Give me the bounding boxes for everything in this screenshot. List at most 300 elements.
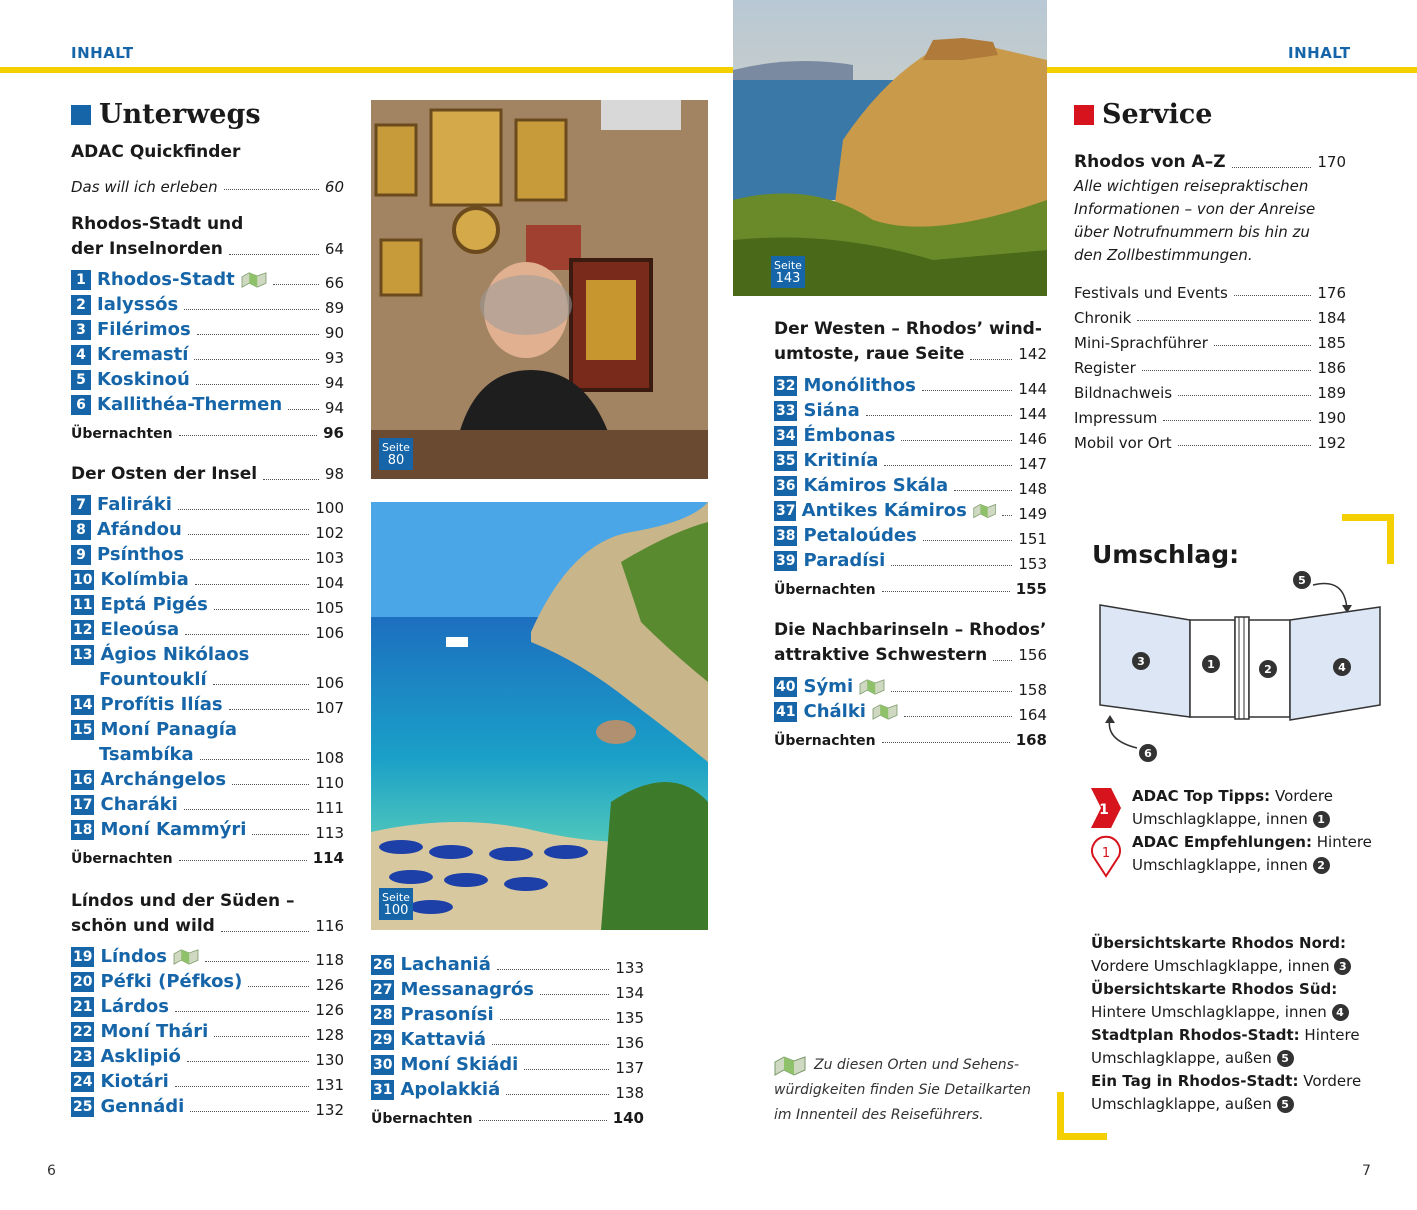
page-number-right: 7 xyxy=(1362,1163,1371,1179)
section-lindos xyxy=(71,889,344,1119)
page-number: 156 xyxy=(1018,646,1047,664)
page-number: 132 xyxy=(315,1101,344,1119)
toc-entry-service[interactable] xyxy=(1074,427,1346,452)
num-circle: 2 xyxy=(1313,857,1330,874)
leader-dots xyxy=(273,284,319,285)
leader-dots xyxy=(1214,345,1311,346)
badge-label: Seite xyxy=(382,441,410,454)
place-name: Filérimos xyxy=(97,319,191,340)
toc-entry-overnight[interactable] xyxy=(371,1102,644,1127)
place-number: 37 xyxy=(776,502,796,519)
header-rule-right xyxy=(1047,67,1417,73)
page-number: 176 xyxy=(1317,284,1346,302)
leader-dots xyxy=(213,684,310,685)
toc-entry-place[interactable] xyxy=(774,373,1047,398)
badge-page: 143 xyxy=(775,271,801,286)
place-number: 21 xyxy=(73,998,93,1015)
place-number: 26 xyxy=(373,956,393,973)
toc-entry-place[interactable] xyxy=(71,617,344,642)
quickfinder-title: ADAC Quickfinder xyxy=(71,142,241,162)
page-number: 60 xyxy=(324,178,344,196)
place-name: Fountouklí xyxy=(99,669,207,690)
toc-entry-service[interactable] xyxy=(1074,277,1346,302)
place-number: 18 xyxy=(73,821,93,838)
leader-dots xyxy=(190,1111,309,1112)
toc-entry-place[interactable] xyxy=(71,592,344,617)
page-number: 105 xyxy=(315,599,344,617)
a-z-description xyxy=(1074,175,1346,267)
toc-entry-service[interactable] xyxy=(1074,302,1346,327)
toc-entry-place-continued[interactable] xyxy=(71,667,344,692)
page-number: 103 xyxy=(315,549,344,567)
section-title-line2[interactable] xyxy=(774,643,1047,668)
detail-map-icon xyxy=(173,949,199,965)
legend-text: Umschlagklappe, innen xyxy=(1132,856,1308,874)
page-number: 189 xyxy=(1317,384,1346,402)
toc-entry-place[interactable] xyxy=(71,792,344,817)
num-circle: 4 xyxy=(1332,1004,1349,1021)
yellow-corner-bottom xyxy=(1057,1092,1107,1140)
toc-entry-place[interactable] xyxy=(371,1077,644,1102)
cover-fold-diagram xyxy=(1095,565,1390,765)
place-number: 23 xyxy=(73,1048,93,1065)
place-number: 27 xyxy=(373,981,393,998)
toc-entry-place[interactable] xyxy=(774,523,1047,548)
leader-dots xyxy=(196,384,319,385)
place-name: Kámiros Skála xyxy=(803,475,949,496)
place-number: 11 xyxy=(73,596,93,613)
toc-entry-place[interactable] xyxy=(71,994,344,1019)
toc-entry-overnight[interactable] xyxy=(774,573,1047,598)
page-number: 118 xyxy=(315,951,344,969)
page-number: 158 xyxy=(1018,681,1047,699)
section-title-service xyxy=(1074,99,1212,130)
toc-entry-place[interactable] xyxy=(71,567,344,592)
place-number: 32 xyxy=(776,377,796,394)
section-title-line2[interactable] xyxy=(71,237,344,262)
entry-label: Rhodos von A–Z xyxy=(1074,152,1226,172)
marker-num: 1 xyxy=(1099,802,1109,818)
page-number: 138 xyxy=(615,1084,644,1102)
toc-entry-place[interactable] xyxy=(371,977,644,1002)
leader-dots xyxy=(229,254,319,255)
place-number: 8 xyxy=(71,520,91,540)
toc-entry-place[interactable] xyxy=(71,1019,344,1044)
place-name: Paradísi xyxy=(803,550,886,571)
leader-dots xyxy=(197,334,319,335)
photo-icon-painter xyxy=(371,100,708,479)
service-title-text: Service xyxy=(1102,99,1213,130)
map-note xyxy=(774,1053,1034,1128)
toc-entry-place[interactable] xyxy=(71,492,344,517)
place-number: 31 xyxy=(373,1081,393,1098)
toc-entry-place[interactable] xyxy=(71,292,344,317)
page-number: 106 xyxy=(315,624,344,642)
toc-entry-place[interactable] xyxy=(774,548,1047,573)
section-nachbarinseln xyxy=(774,618,1047,749)
place-name: Siána xyxy=(803,400,860,421)
marker-num: 1 xyxy=(1101,846,1111,861)
place-name: Sými xyxy=(803,676,854,697)
toc-entry-quickfinder[interactable] xyxy=(71,171,344,196)
section-title-text: umtoste, raue Seite xyxy=(774,344,965,364)
place-number: 36 xyxy=(776,477,796,494)
place-name: Ialyssós xyxy=(97,294,179,315)
place-number: 25 xyxy=(73,1098,93,1115)
place-list xyxy=(71,492,344,842)
place-number: 3 xyxy=(71,320,91,340)
page-number: 98 xyxy=(324,465,344,483)
num-circle: 1 xyxy=(1313,811,1330,828)
place-number: 7 xyxy=(71,495,91,515)
toc-entry-place[interactable] xyxy=(71,969,344,994)
leader-dots xyxy=(866,415,1013,416)
leader-dots xyxy=(214,609,310,610)
place-name: Gennádi xyxy=(100,1096,185,1117)
page-number: 153 xyxy=(1018,555,1047,573)
section-title[interactable] xyxy=(71,462,344,487)
place-number: 24 xyxy=(73,1073,93,1090)
toc-entry-place[interactable] xyxy=(774,398,1047,423)
page-number: 89 xyxy=(324,299,344,317)
place-name: Kattaviá xyxy=(400,1029,486,1050)
place-name: Messanagrós xyxy=(400,979,534,1000)
place-list xyxy=(774,674,1047,724)
leader-dots xyxy=(1002,515,1012,516)
section-title-line1: Rhodos-Stadt und xyxy=(71,214,244,234)
place-number: 33 xyxy=(776,402,796,419)
leader-dots xyxy=(179,435,318,436)
page-ref-badge xyxy=(771,256,805,288)
toc-entry-service[interactable] xyxy=(1074,327,1346,352)
toc-entry-overnight[interactable] xyxy=(774,724,1047,749)
badge-page: 100 xyxy=(383,903,409,918)
entry-label: Impressum xyxy=(1074,409,1158,427)
place-name: Koskinoú xyxy=(97,369,190,390)
leader-dots xyxy=(185,634,309,635)
place-name: Asklipió xyxy=(100,1046,181,1067)
detail-map-icon xyxy=(774,1056,806,1076)
leader-dots xyxy=(232,784,309,785)
toc-entry-a-z[interactable] xyxy=(1074,150,1346,175)
place-name: Moní Skiádi xyxy=(400,1054,519,1075)
place-name: Archángelos xyxy=(100,769,227,790)
toc-entry-place[interactable] xyxy=(371,1027,644,1052)
section-title-line2[interactable] xyxy=(71,914,344,939)
place-number: 19 xyxy=(73,948,93,965)
toc-entry-place[interactable] xyxy=(71,517,344,542)
toc-entry-place[interactable] xyxy=(71,542,344,567)
toc-entry-place-continued[interactable] xyxy=(71,742,344,767)
leader-dots xyxy=(175,1011,309,1012)
desc-line: den Zollbestimmungen. xyxy=(1074,246,1253,264)
toc-entry-place[interactable] xyxy=(71,392,344,417)
leader-dots xyxy=(923,540,1013,541)
place-name: Rhodos-Stadt xyxy=(97,269,235,290)
toc-entry-place[interactable] xyxy=(71,767,344,792)
page-number: 116 xyxy=(315,917,344,935)
place-name: Psínthos xyxy=(97,544,185,565)
leader-dots xyxy=(882,742,1010,743)
toc-entry-place[interactable] xyxy=(71,642,344,667)
page-number: 192 xyxy=(1317,434,1346,452)
page-number: 146 xyxy=(1018,430,1047,448)
page-number: 137 xyxy=(615,1059,644,1077)
toc-entry-service[interactable] xyxy=(1074,377,1346,402)
place-name: Profítis Ilías xyxy=(100,694,223,715)
leader-dots xyxy=(904,716,1012,717)
toc-entry-service[interactable] xyxy=(1074,352,1346,377)
place-name: Moní Thári xyxy=(100,1021,209,1042)
legend-label: Übersichtskarte Rhodos Nord: xyxy=(1091,934,1347,952)
place-name: Émbonas xyxy=(803,425,896,446)
map-note-line3: im Innenteil des Reiseführers. xyxy=(774,1107,984,1123)
page-number: 140 xyxy=(612,1109,644,1127)
toc-entry-place[interactable] xyxy=(71,1094,344,1119)
toc-entry-place[interactable] xyxy=(71,944,344,969)
toc-entry-place[interactable] xyxy=(71,692,344,717)
detail-map-icon xyxy=(859,679,885,695)
place-number: 17 xyxy=(73,796,93,813)
leader-dots xyxy=(1142,370,1312,371)
toc-entry-service[interactable] xyxy=(1074,402,1346,427)
toc-entry-place[interactable] xyxy=(774,448,1047,473)
page-number: 114 xyxy=(312,849,344,867)
leader-dots xyxy=(184,309,319,310)
place-number: 9 xyxy=(71,545,91,565)
page-number: 151 xyxy=(1018,530,1047,548)
page-number: 104 xyxy=(315,574,344,592)
castle-illustration xyxy=(733,0,1047,296)
place-list xyxy=(71,267,344,417)
leader-dots xyxy=(1234,295,1312,296)
leader-dots xyxy=(884,465,1012,466)
place-number: 28 xyxy=(373,1006,393,1023)
place-name: Monólithos xyxy=(803,375,916,396)
leader-dots xyxy=(179,860,307,861)
toc-entry-place[interactable] xyxy=(71,717,344,742)
place-list xyxy=(774,373,1047,573)
toc-entry-place[interactable] xyxy=(774,498,1047,523)
toc-column-3 xyxy=(774,317,1047,749)
leader-dots xyxy=(479,1120,607,1121)
diagram-num: 4 xyxy=(1338,661,1346,674)
leader-dots xyxy=(1178,445,1312,446)
legend-text: Umschlagklappe, außen xyxy=(1091,1049,1272,1067)
leader-dots xyxy=(993,660,1012,661)
page-number: 133 xyxy=(615,959,644,977)
place-name: Lárdos xyxy=(100,996,169,1017)
section-title-text: Der Osten der Insel xyxy=(71,464,258,484)
leader-dots xyxy=(190,559,309,560)
detail-map-icon xyxy=(973,503,997,519)
place-name: Kolímbia xyxy=(100,569,189,590)
toc-entry-place[interactable] xyxy=(774,423,1047,448)
leader-dots xyxy=(205,961,309,962)
leader-dots xyxy=(1178,395,1311,396)
bay-illustration xyxy=(371,502,708,930)
place-name: Péfki (Péfkos) xyxy=(100,971,243,992)
toc-entry-overnight[interactable] xyxy=(71,417,344,442)
section-title-unterwegs xyxy=(71,99,261,130)
place-name: Afándou xyxy=(97,519,182,540)
leader-dots xyxy=(492,1044,609,1045)
leader-dots xyxy=(195,584,310,585)
leader-dots xyxy=(224,189,319,190)
toc-entry-place[interactable] xyxy=(71,1069,344,1094)
page-number: 108 xyxy=(315,749,344,767)
place-name: Eptá Pigés xyxy=(100,594,208,615)
leader-dots xyxy=(891,565,1012,566)
place-number: 34 xyxy=(776,427,796,444)
spine xyxy=(1235,617,1249,719)
leader-dots xyxy=(1163,420,1311,421)
entry-label: Bildnachweis xyxy=(1074,384,1173,402)
toc-entry-place[interactable] xyxy=(71,317,344,342)
section-rhodos-stadt xyxy=(71,212,344,442)
leader-dots xyxy=(194,359,318,360)
place-list xyxy=(371,952,644,1102)
leader-dots xyxy=(188,534,310,535)
desc-line: über Notrufnummern bis hin zu xyxy=(1074,223,1310,241)
leader-dots xyxy=(187,1061,309,1062)
legend-text: Umschlagklappe, außen xyxy=(1091,1095,1272,1113)
toc-entry-place[interactable] xyxy=(371,1052,644,1077)
place-list xyxy=(71,944,344,1119)
toc-entry-place[interactable] xyxy=(774,473,1047,498)
place-number: 35 xyxy=(776,452,796,469)
leader-dots xyxy=(221,931,310,932)
legend-text: Vordere xyxy=(1274,787,1333,805)
leader-dots xyxy=(200,759,310,760)
place-name: Chálki xyxy=(803,701,866,722)
place-number: 1 xyxy=(71,270,91,290)
toc-entry-place[interactable] xyxy=(774,674,1047,699)
place-name: Moní Kammýri xyxy=(100,819,247,840)
toc-entry-place[interactable] xyxy=(71,342,344,367)
place-number: 22 xyxy=(73,1023,93,1040)
badge-label: Seite xyxy=(382,891,410,904)
page-number: 136 xyxy=(615,1034,644,1052)
entry-label: Chronik xyxy=(1074,309,1132,327)
section-title-line1: Die Nachbarinseln – Rhodos’ xyxy=(774,620,1047,640)
legend-label: Ein Tag in Rhodos-Stadt: xyxy=(1091,1072,1299,1090)
page-ref-badge xyxy=(379,438,413,470)
page-number: 186 xyxy=(1317,359,1346,377)
page-number: 135 xyxy=(615,1009,644,1027)
yellow-corner-top xyxy=(1342,514,1394,564)
place-number: 2 xyxy=(71,295,91,315)
top-tip-marker-icon xyxy=(1089,786,1123,832)
leader-dots xyxy=(882,591,1010,592)
leader-dots xyxy=(178,509,309,510)
leader-dots xyxy=(524,1069,609,1070)
page-number: 66 xyxy=(324,274,344,292)
arrow-5 xyxy=(1313,583,1347,610)
page-number: 149 xyxy=(1018,505,1047,523)
header-rule-left xyxy=(0,67,733,73)
map-note-line2: würdigkeiten finden Sie Detailkarten xyxy=(774,1082,1032,1098)
badge-page: 80 xyxy=(387,453,405,468)
place-number: 6 xyxy=(71,395,91,415)
leader-dots xyxy=(922,390,1013,391)
toc-entry-overnight[interactable] xyxy=(71,842,344,867)
detail-map-icon xyxy=(872,704,898,720)
page-number: 147 xyxy=(1018,455,1047,473)
leader-dots xyxy=(252,834,309,835)
place-name: Tsambíka xyxy=(99,744,194,765)
toc-entry-place[interactable] xyxy=(774,699,1047,724)
arrow-head-icon xyxy=(1105,715,1115,723)
toc-entry-place[interactable] xyxy=(71,1044,344,1069)
legend-text: Hintere Umschlagklappe, innen xyxy=(1091,1003,1327,1021)
place-name: Kritinía xyxy=(803,450,879,471)
num-circle: 3 xyxy=(1334,958,1351,975)
toc-column-1 xyxy=(71,140,344,1119)
leader-dots xyxy=(175,1086,310,1087)
legend-empfehlungen xyxy=(1132,831,1392,877)
page-number: 100 xyxy=(315,499,344,517)
page-number: 90 xyxy=(324,324,344,342)
page-number: 130 xyxy=(315,1051,344,1069)
place-number: 5 xyxy=(71,370,91,390)
place-name: Petaloúdes xyxy=(803,525,917,546)
leader-dots xyxy=(288,409,319,410)
service-list xyxy=(1074,150,1346,452)
diagram-num: 1 xyxy=(1207,658,1215,671)
place-number: 4 xyxy=(71,345,91,365)
entry-label: Übernachten xyxy=(774,582,876,598)
badge-label: Seite xyxy=(774,259,802,272)
photo-castle-cliff xyxy=(733,0,1047,296)
place-number: 13 xyxy=(73,646,93,663)
entry-label: Festivals und Events xyxy=(1074,284,1228,302)
num-circle: 5 xyxy=(1277,1096,1294,1113)
toc-entry-place[interactable] xyxy=(371,952,644,977)
leader-dots xyxy=(901,440,1012,441)
blue-square-icon xyxy=(71,105,91,125)
page-number: 126 xyxy=(315,1001,344,1019)
toc-column-2 xyxy=(371,952,644,1127)
section-title-line2[interactable] xyxy=(774,342,1047,367)
place-name: Ágios Nikólaos xyxy=(100,644,250,665)
legend-text: Vordere Umschlagklappe, innen xyxy=(1091,957,1330,975)
page-number: 94 xyxy=(324,374,344,392)
toc-entry-place[interactable] xyxy=(71,817,344,842)
toc-entry-place[interactable] xyxy=(71,267,344,292)
page-number: 144 xyxy=(1018,380,1047,398)
toc-entry-place[interactable] xyxy=(371,1002,644,1027)
page-number-left: 6 xyxy=(47,1163,56,1179)
page-number: 128 xyxy=(315,1026,344,1044)
page-number: 170 xyxy=(1317,153,1346,171)
legend-text: Vordere xyxy=(1303,1072,1362,1090)
page-number: 185 xyxy=(1317,334,1346,352)
page-number: 94 xyxy=(324,399,344,417)
leader-dots xyxy=(263,479,319,480)
page-number: 148 xyxy=(1018,480,1047,498)
legend-text: Hintere xyxy=(1304,1026,1360,1044)
entry-label: Das will ich erleben xyxy=(71,178,218,196)
toc-entry-place[interactable] xyxy=(71,367,344,392)
section-title-text: attraktive Schwestern xyxy=(774,645,988,665)
service-items xyxy=(1074,277,1346,452)
place-name: Líndos xyxy=(100,946,167,967)
leader-dots xyxy=(1232,167,1312,168)
legend-label: ADAC Empfehlungen: xyxy=(1132,833,1312,851)
diagram-num: 6 xyxy=(1144,747,1152,760)
section-title-text: schön und wild xyxy=(71,916,215,936)
